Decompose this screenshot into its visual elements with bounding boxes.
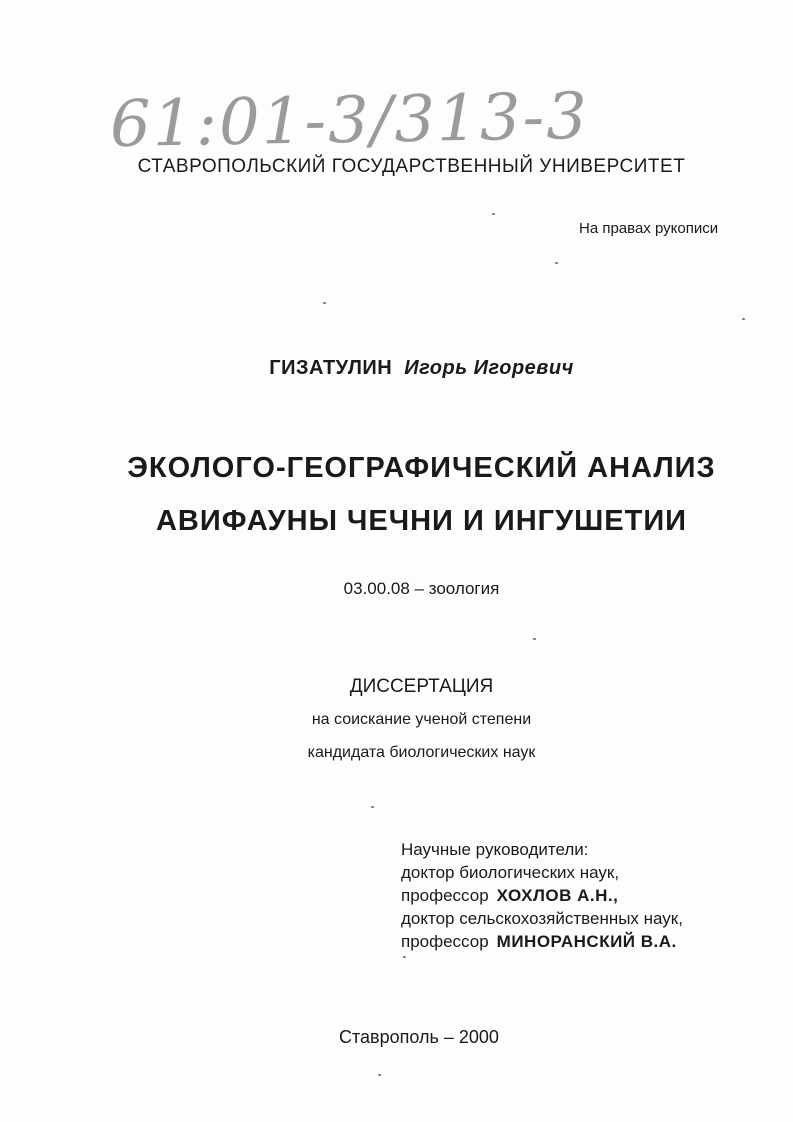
scan-speck bbox=[742, 318, 745, 320]
supervisors-heading: Научные руководители: bbox=[401, 840, 589, 859]
thesis-title-line-2: АВИФАУНЫ ЧЕЧНИ И ИНГУШЕТИИ bbox=[155, 505, 688, 537]
university-name: СТАВРОПОЛЬСКИЙ ГОСУДАРСТВЕННЫЙ УНИВЕРСИТЕТ bbox=[137, 156, 686, 177]
rights-note: На правах рукописи bbox=[579, 220, 719, 237]
supervisor-2-name: МИНОРАНСКИЙ В.А. bbox=[496, 932, 677, 951]
supervisor-2-title: доктор сельскохозяйственных наук, bbox=[401, 909, 683, 928]
scan-speck bbox=[403, 956, 406, 958]
scan-speck bbox=[323, 302, 326, 304]
scan-speck bbox=[533, 638, 536, 640]
supervisors-block bbox=[401, 838, 683, 953]
place-and-year: Ставрополь – 2000 bbox=[339, 1027, 499, 1047]
author-surname: ГИЗАТУЛИН bbox=[269, 357, 393, 379]
specialty-code: 03.00.08 – зоология bbox=[343, 579, 500, 598]
archive-stamp: 61:01-3/313-3 bbox=[109, 79, 590, 163]
scan-speck bbox=[492, 213, 495, 215]
supervisor-2 bbox=[401, 930, 683, 953]
degree-line-1: на соискание ученой степени bbox=[311, 711, 532, 728]
supervisor-1-name: ХОХЛОВ А.Н., bbox=[496, 886, 619, 905]
scan-speck bbox=[371, 806, 374, 808]
author-name bbox=[0, 357, 793, 380]
thesis-title-line-1: ЭКОЛОГО-ГЕОГРАФИЧЕСКИЙ АНАЛИЗ bbox=[127, 452, 716, 484]
document-type: ДИССЕРТАЦИЯ bbox=[349, 676, 494, 697]
author-first-names: Игорь Игоревич bbox=[404, 357, 574, 379]
scan-speck bbox=[378, 1074, 381, 1076]
supervisor-1-title: доктор биологических наук, bbox=[401, 863, 620, 882]
supervisor-2-rank: профессор bbox=[401, 932, 489, 951]
supervisor-1-rank: профессор bbox=[401, 886, 489, 905]
scan-speck bbox=[555, 262, 558, 264]
degree-line-2: кандидата биологических наук bbox=[307, 744, 536, 761]
supervisor-1 bbox=[401, 884, 683, 907]
